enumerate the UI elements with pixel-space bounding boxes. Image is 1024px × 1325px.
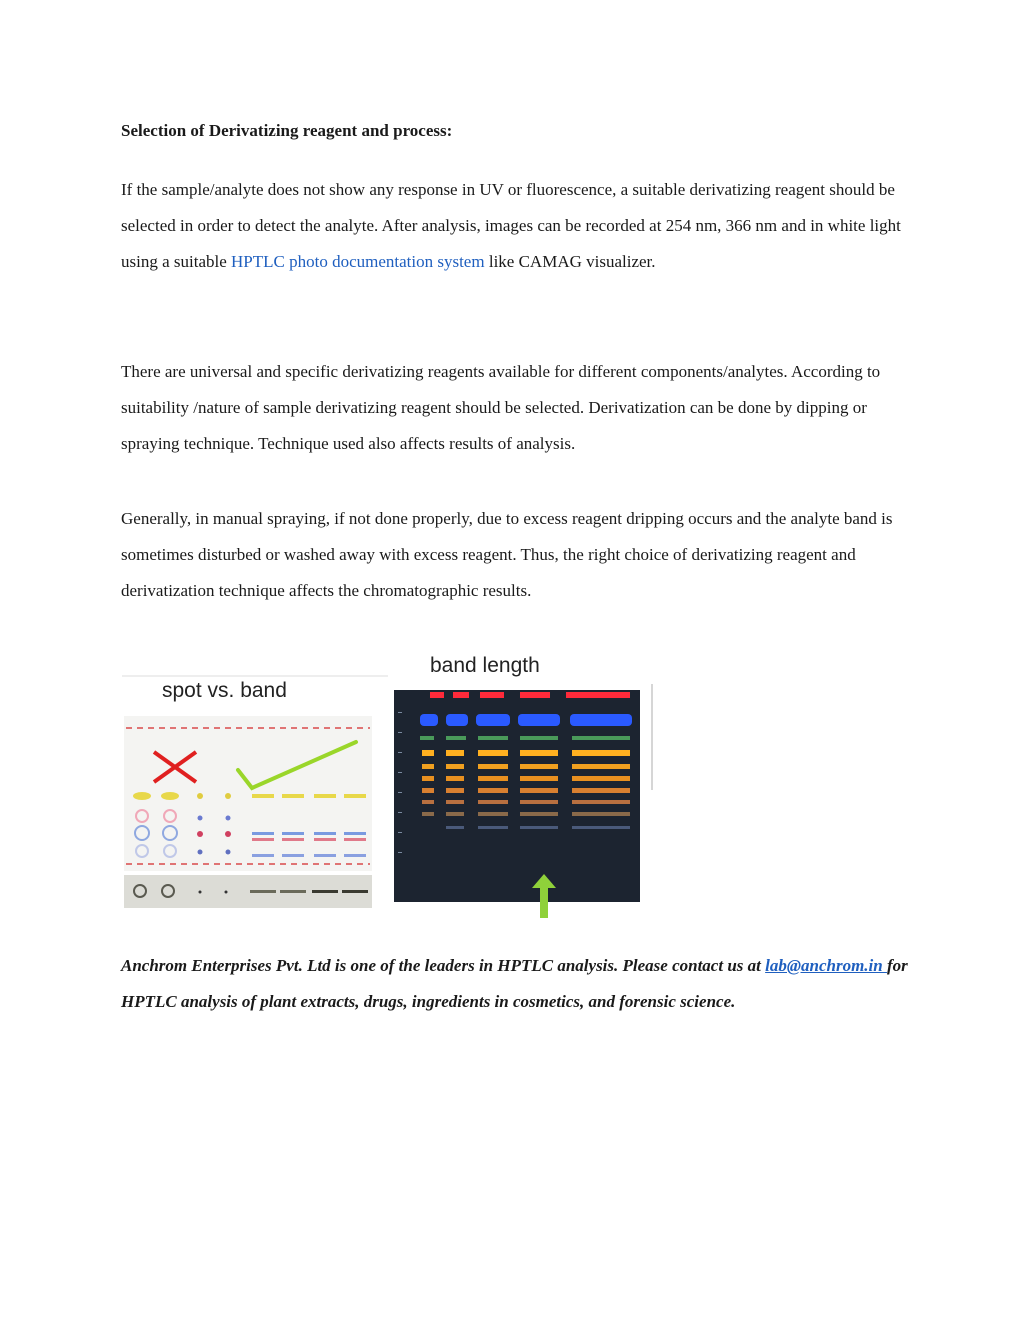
- spot-vs-band-figure: [120, 648, 660, 923]
- hptlc-photo-documentation-link[interactable]: HPTLC photo documentation system: [231, 252, 485, 271]
- section-heading: Selection of Derivatizing reagent and process:: [121, 121, 453, 140]
- closing-text-after-email: for HPTLC analysis of plant extracts, drugs, ingredients in cosmetics, and forensic science.: [121, 956, 908, 1011]
- closing-text-before-email: Anchrom Enterprises Pvt. Ltd is one of the leaders in HPTLC analysis. Please contact us at: [121, 956, 766, 975]
- left-panel: [122, 676, 388, 908]
- closing-contact-paragraph: [121, 948, 911, 1020]
- paragraph-reagents: There are universal and specific derivatizing reagents available for different components/analytes. According to suitability /nature of sample derivatizing reagent should be selected. Derivatization can be done by dipping or spraying technique. Technique used also affects results of analysis.: [121, 362, 881, 453]
- paragraph1-text-after-link: like CAMAG visualizer.: [484, 252, 656, 271]
- left-plate: [124, 716, 372, 871]
- contact-email-link[interactable]: lab@anchrom.in: [765, 956, 887, 975]
- right-panel: [394, 654, 652, 918]
- paragraph1-text-before-link: If the sample/analyte does not show any response in UV or fluorescence, a suitable derivatizing reagent should be selected in order to detect the analyte. After analysis, images can be recorded at 254 nm, 366 nm and in white light using a suitable: [121, 180, 901, 271]
- right-panel-title: band length: [430, 654, 540, 677]
- left-panel-title: spot vs. band: [162, 679, 287, 702]
- paragraph-derivatizing-intro: [121, 172, 911, 280]
- paragraph-manual-spraying: Generally, in manual spraying, if not done properly, due to excess reagent dripping occurs and the analyte band is sometimes disturbed or washed away with excess reagent. Thus, the right choice of derivatizing reagent and derivatization technique affects the chromatographic results.: [121, 509, 893, 600]
